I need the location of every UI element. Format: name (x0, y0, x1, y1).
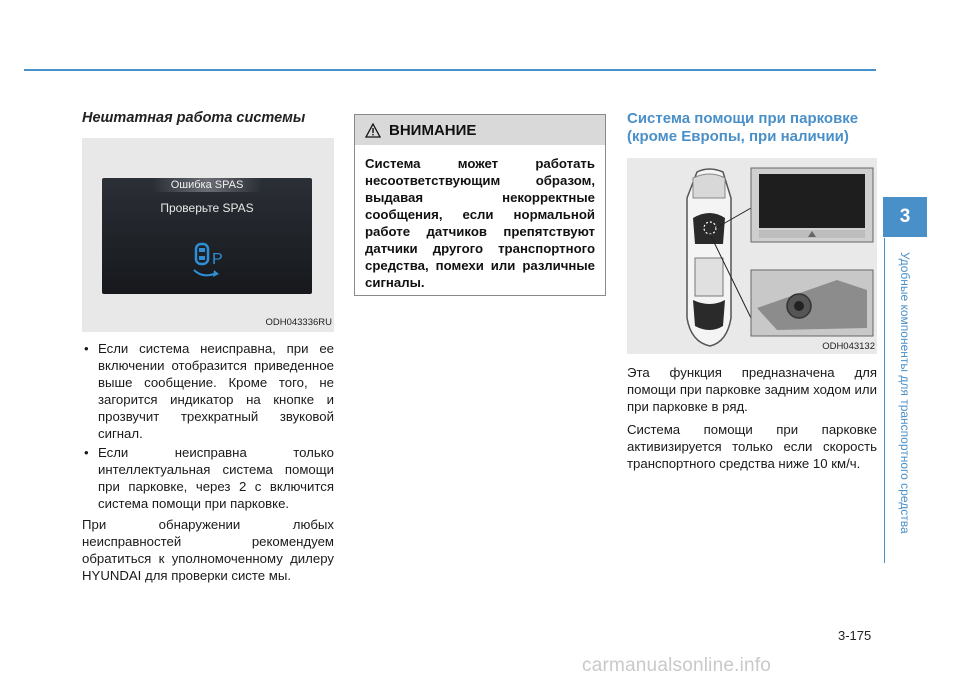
rear-camera-icon (751, 270, 873, 336)
cluster-display (102, 178, 312, 294)
dealer-paragraph: При обнаружении любых неисправностей рекомендуем обратиться к уполномоченному дилеру HYUNDAI для проверки систе мы. (82, 517, 334, 583)
right-column (627, 110, 877, 472)
figure-spas-error (82, 138, 334, 332)
figure-code: ODH043336RU (265, 317, 332, 328)
warning-header (355, 115, 605, 145)
parking-paragraph-speed: Система помощи при парковке активизируется только если скорость транспортного средства ниже 10 км/ч. (627, 422, 877, 471)
chapter-rule (884, 238, 885, 563)
display-header: Ошибка SPAS (152, 178, 262, 192)
list-item: • Если неисправна только интеллектуальная система помощи при парковке, через 2 с включится система помощи при парковке. (82, 444, 334, 512)
chapter-title-vertical (896, 252, 916, 572)
watermark: carmanualsonline.info (582, 655, 772, 676)
warning-triangle-icon (365, 123, 381, 138)
top-rule (24, 69, 876, 71)
display-message: Проверьте SPAS (160, 201, 254, 215)
chapter-tab: 3 (883, 197, 927, 237)
figure-parking-camera (627, 158, 877, 354)
car-top-view-icon (687, 169, 731, 346)
warning-box (354, 114, 606, 296)
figure-code: ODH043132 (822, 341, 875, 352)
rear-view-display-icon (751, 168, 873, 242)
left-column (82, 110, 334, 584)
car-camera-illustration (627, 158, 877, 354)
page-number: 3-175 (838, 628, 872, 643)
parking-paragraph-purpose: Эта функция предназначена для помощи при парковке задним ходом или при парковке в ряд. (627, 365, 877, 414)
warning-title: ВНИМАНИЕ (389, 121, 477, 139)
warning-text: Система может работать несоответствующим образом, выдавая некорректные сообщения, если нормальной работе датчиков препятствуют датчики другого транспортного средства, помехи или различные сигналы. (365, 156, 595, 290)
section-title-malfunction: Нештатная работа системы (82, 110, 306, 126)
bullet-list (82, 340, 334, 512)
section-title-parking-assist: Система помощи при парковке (кроме Европы, при наличии) (627, 110, 859, 145)
chapter-title: Удобные компоненты для транспортного средства (898, 252, 912, 534)
list-item: • Если система неисправна, при ее включении отобразится приведенное выше сообщение. Кроме того, не загорится индикатор на кнопке и прозвучит трехкратный звуковой сигнал. (82, 340, 334, 442)
svg-text:P: P (212, 251, 223, 268)
parking-sensor-p-icon (190, 240, 230, 282)
